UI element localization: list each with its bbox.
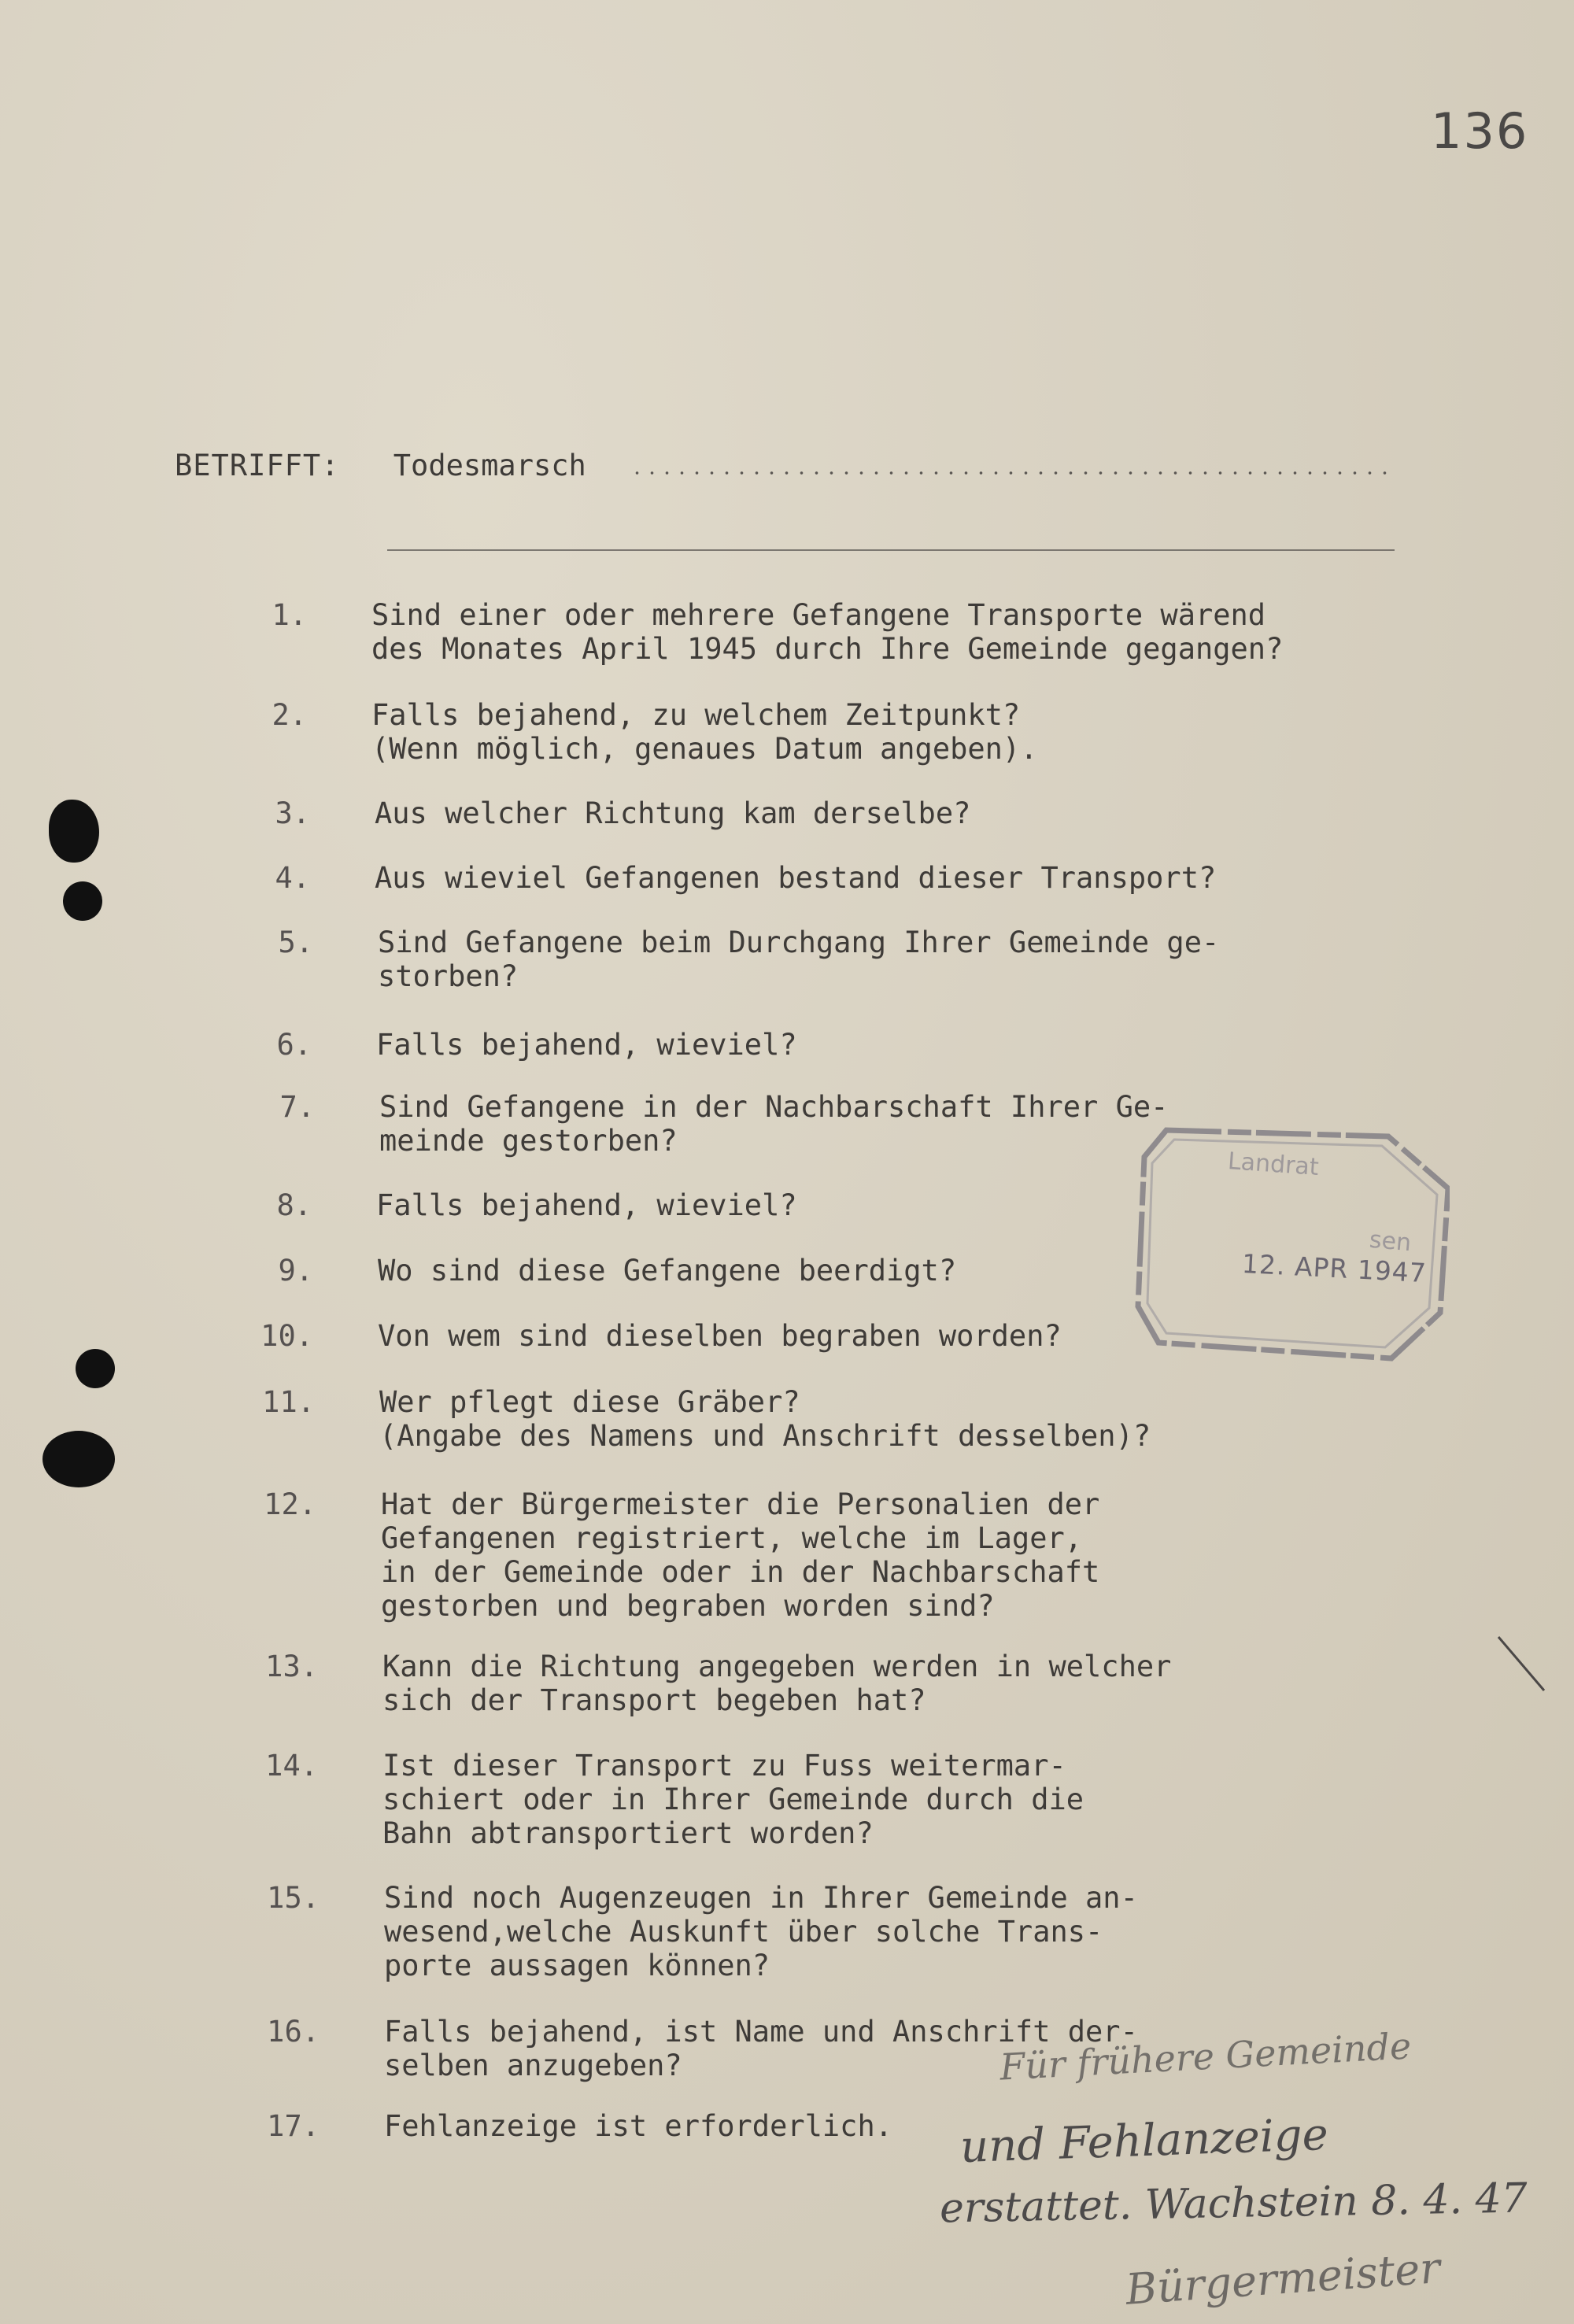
question-text-line: Aus wieviel Gefangenen bestand dieser Transport? bbox=[375, 861, 1217, 895]
question-text-line: in der Gemeinde oder in der Nachbarschaft bbox=[381, 1555, 1100, 1589]
question-text-line: storben? bbox=[378, 959, 519, 993]
subject-line bbox=[175, 449, 586, 482]
question-item bbox=[279, 1090, 1169, 1158]
question-text-line: Falls bejahend, ist Name und Anschrift der- bbox=[384, 2015, 1138, 2049]
question-number: 5. bbox=[278, 926, 313, 959]
question-text-line: sich der Transport begeben hat? bbox=[382, 1683, 926, 1717]
question-number: 12. bbox=[264, 1487, 316, 1521]
question-number: 7. bbox=[279, 1090, 315, 1124]
question-number: 1. bbox=[272, 598, 307, 632]
question-text-line: (Angabe des Namens und Anschrift desselben)? bbox=[379, 1419, 1151, 1453]
question-item bbox=[278, 1254, 957, 1288]
question-text-line: Falls bejahend, zu welchem Zeitpunkt? bbox=[371, 698, 1021, 732]
question-text-line: Sind einer oder mehrere Gefangene Transporte wärend bbox=[371, 598, 1266, 632]
question-item bbox=[276, 1028, 797, 1062]
question-text-line: Von wem sind dieselben begraben worden? bbox=[378, 1319, 1062, 1353]
question-text-line: Wo sind diese Gefangene beerdigt? bbox=[378, 1254, 957, 1288]
page-number: 136 bbox=[1431, 102, 1529, 160]
dotted-leader bbox=[630, 471, 1389, 475]
question-text-line: porte aussagen können? bbox=[384, 1949, 770, 1982]
question-number: 16. bbox=[267, 2015, 320, 2049]
question-item bbox=[264, 1487, 1100, 1623]
question-text-line: Sind Gefangene beim Durchgang Ihrer Gemeinde ge- bbox=[378, 926, 1220, 959]
subject-label: BETRIFFT: bbox=[175, 449, 340, 482]
question-item bbox=[272, 698, 1038, 766]
question-text-line: selben anzugeben? bbox=[384, 2049, 682, 2082]
question-item bbox=[267, 1881, 1138, 1982]
question-text-line: Falls bejahend, wieviel? bbox=[376, 1188, 797, 1222]
question-item bbox=[267, 2109, 893, 2143]
question-number: 13. bbox=[265, 1650, 318, 1683]
handwritten-note: und Fehlanzeige bbox=[959, 2108, 1329, 2174]
question-text-line: Fehlanzeige ist erforderlich. bbox=[384, 2109, 893, 2143]
question-text-line: Hat der Bürgermeister die Personalien der bbox=[381, 1487, 1100, 1521]
subject-value: Todesmarsch bbox=[393, 449, 586, 482]
question-item bbox=[275, 796, 971, 830]
handwritten-signature: Bürgermeister bbox=[1124, 2243, 1442, 2315]
question-number: 8. bbox=[276, 1188, 312, 1222]
stamp-text: Landrat bbox=[1226, 1147, 1320, 1181]
question-text-line: Sind Gefangene in der Nachbarschaft Ihrer Ge- bbox=[379, 1090, 1169, 1124]
question-text-line: meinde gestorben? bbox=[379, 1124, 678, 1158]
question-item bbox=[272, 598, 1284, 666]
question-number: 11. bbox=[262, 1385, 315, 1419]
question-number: 2. bbox=[272, 698, 307, 732]
stamp-date: 12. APR 1947 bbox=[1241, 1247, 1428, 1289]
question-text-line: Kann die Richtung angegeben werden in welcher bbox=[382, 1650, 1172, 1683]
question-number: 9. bbox=[278, 1254, 313, 1288]
stamp-text: sen bbox=[1368, 1225, 1413, 1258]
handwritten-note: erstattet. Wachstein 8. 4. 47 bbox=[939, 2174, 1528, 2233]
question-text-line: wesend,welche Auskunft über solche Trans- bbox=[384, 1915, 1103, 1949]
punch-hole bbox=[42, 1431, 115, 1487]
question-item bbox=[265, 1650, 1172, 1717]
question-number: 4. bbox=[275, 861, 310, 895]
question-number: 6. bbox=[276, 1028, 312, 1062]
question-text-line: des Monates April 1945 durch Ihre Gemeinde gegangen? bbox=[371, 632, 1284, 666]
punch-hole bbox=[63, 881, 102, 921]
question-text-line: Ist dieser Transport zu Fuss weitermar- bbox=[382, 1749, 1066, 1783]
question-text-line: Aus welcher Richtung kam derselbe? bbox=[375, 796, 971, 830]
question-item bbox=[265, 1749, 1084, 1850]
question-text-line: gestorben und begraben worden sind? bbox=[381, 1589, 995, 1623]
question-text-line: Bahn abtransportiert worden? bbox=[382, 1816, 874, 1850]
question-number: 15. bbox=[267, 1881, 320, 1915]
question-item bbox=[262, 1385, 1151, 1453]
question-text-line: schiert oder in Ihrer Gemeinde durch die bbox=[382, 1783, 1084, 1816]
question-text-line: Gefangenen registriert, welche im Lager, bbox=[381, 1521, 1083, 1555]
question-number: 17. bbox=[267, 2109, 320, 2143]
question-text-line: (Wenn möglich, genaues Datum angeben). bbox=[371, 732, 1038, 766]
punch-hole bbox=[49, 800, 99, 863]
handwritten-note: Für frühere Gemeinde bbox=[998, 2024, 1413, 2089]
punch-hole bbox=[76, 1349, 115, 1388]
pencil-mark bbox=[1495, 1634, 1550, 1697]
question-text-line: Falls bejahend, wieviel? bbox=[376, 1028, 797, 1062]
divider-line bbox=[387, 549, 1395, 551]
question-text-line: Sind noch Augenzeugen in Ihrer Gemeinde an- bbox=[384, 1881, 1138, 1915]
question-item bbox=[278, 926, 1220, 993]
question-item bbox=[275, 861, 1217, 895]
question-item bbox=[260, 1319, 1062, 1353]
question-item bbox=[276, 1188, 797, 1222]
question-text-line: Wer pflegt diese Gräber? bbox=[379, 1385, 800, 1419]
question-number: 14. bbox=[265, 1749, 318, 1783]
question-number: 3. bbox=[275, 796, 310, 830]
question-number: 10. bbox=[260, 1319, 313, 1353]
